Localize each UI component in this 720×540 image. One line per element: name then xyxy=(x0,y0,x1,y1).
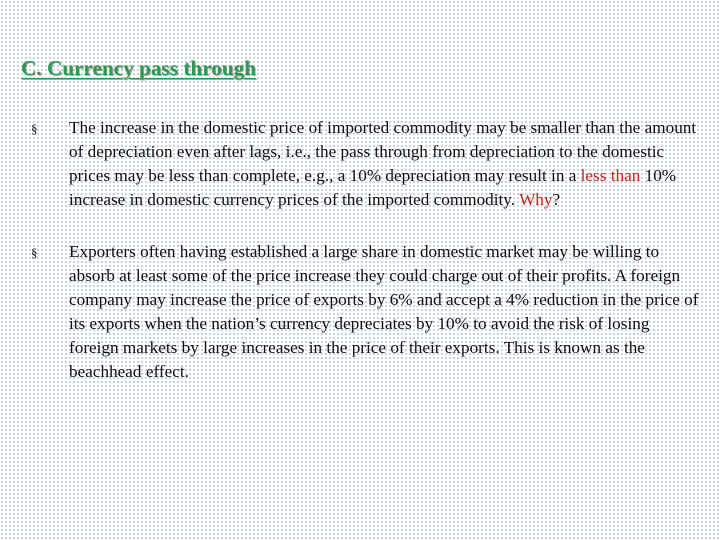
bullet-text-segment: Exporters often having established a large share in domestic market may be willing to absorb at least some of the price increase they could charge out of their profits. A foreign company may increase the price of exports by 6% and accept a 4% reduction in the price of its exports when the nation’s currency depreciates by 10% to avoid the risk of losing foreign markets by large increases in the price of their exports. This is known as the beachhead effect. xyxy=(69,242,699,381)
bullet-item xyxy=(0,240,720,384)
bullet-marker-icon: § xyxy=(31,245,38,260)
bullet-text xyxy=(69,240,699,384)
bullet-text-segment: The increase in the domestic price of imported commodity may be smaller than the amount of depreciation even after lags, i.e., the pass through from depreciation to the domestic prices may be less than complete, e.g., a 10% depreciation may result in a xyxy=(69,118,697,185)
emphasis-text: less than xyxy=(580,166,641,185)
bullet-marker-icon: § xyxy=(31,121,38,136)
slide-title: C. Currency pass through xyxy=(21,56,256,80)
bullet-text xyxy=(69,116,699,212)
bullet-text-segment: 10% increase in domestic currency prices of the imported commodity. xyxy=(69,166,677,209)
emphasis-text: Why xyxy=(519,190,553,209)
bullet-list xyxy=(0,116,720,384)
bullet-text-segment: ? xyxy=(552,190,561,209)
bullet-item xyxy=(0,116,720,212)
